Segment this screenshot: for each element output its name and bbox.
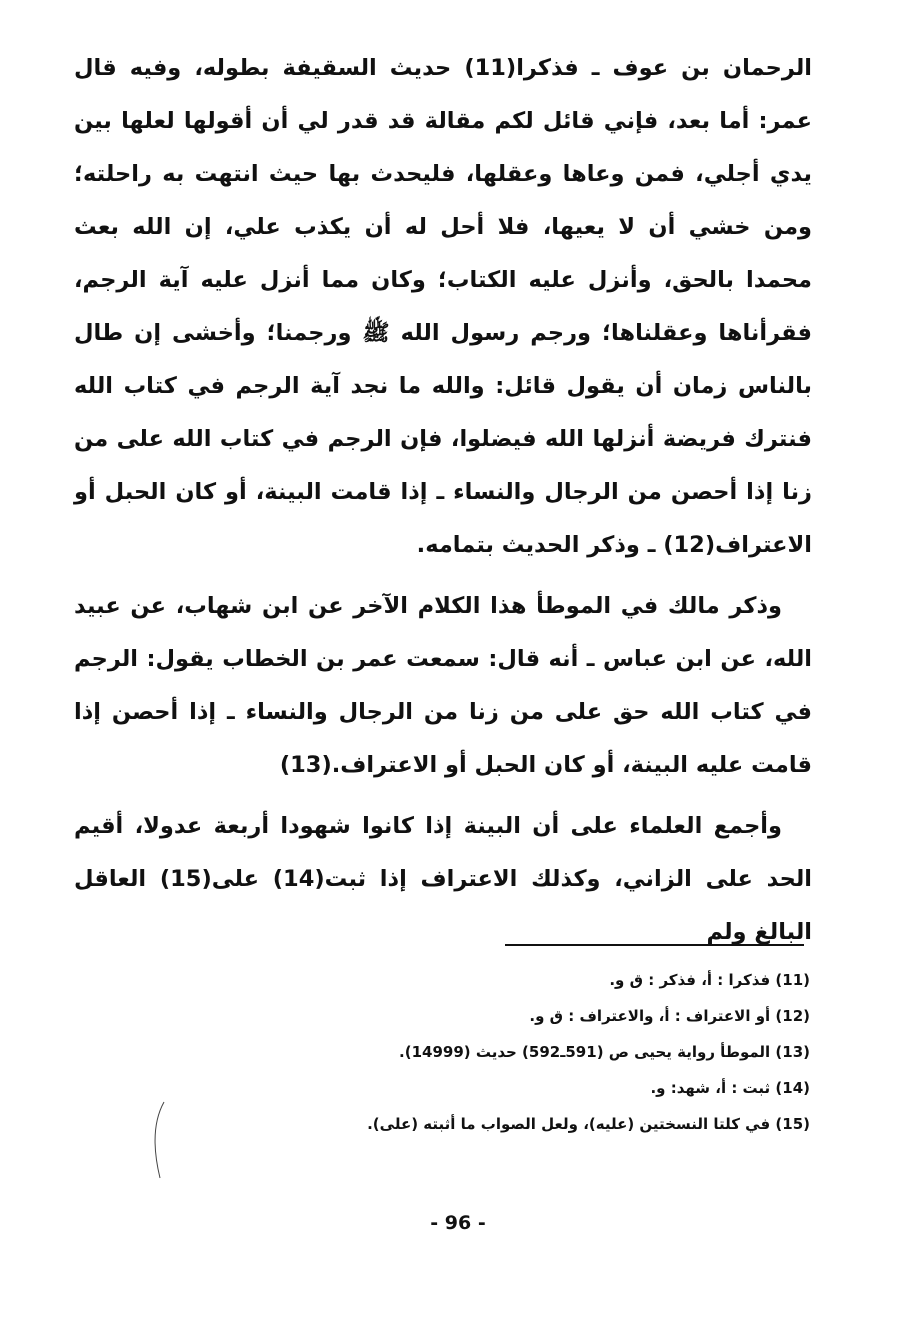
main-text — [74, 42, 812, 959]
margin-pencil-mark — [150, 1100, 170, 1180]
footnote-15: (15) في كلتا النسختين (عليه)، ولعل الصواب ما أثبته (على). — [367, 1115, 810, 1133]
footnote-13: (13) الموطأ رواية يحيى ص (591ـ592) حديث (14999). — [399, 1043, 810, 1061]
paragraph-3: وأجمع العلماء على أن البينة إذا كانوا شهودا أربعة عدولا، أقيم الحد على الزاني، وكذلك الاعتراف إذا ثبت(14) على(15) العاقل البالغ ولم — [74, 813, 812, 945]
footnotes — [300, 962, 810, 1142]
footnote-12: (12) أو الاعتراف : أ، والاعتراف : ق و. — [529, 1007, 810, 1025]
paragraph-2: وذكر مالك في الموطأ هذا الكلام الآخر عن ابن شهاب، عن عبيد الله، عن ابن عباس ـ أنه قال: سمعت عمر بن الخطاب يقول: الرجم في كتاب الله حق على من زنا من الرجال والنساء ـ إذا أحصن إذا قامت عليه البينة، أو كان الحبل أو الاعتراف.(13) — [74, 593, 812, 778]
footnote-14: (14) ثبت : أ، شهد: و. — [650, 1079, 810, 1097]
page-number: - 96 - — [430, 1212, 486, 1234]
footnote-separator — [505, 944, 804, 946]
paragraph-1: الرحمان بن عوف ـ فذكرا(11) حديث السقيفة بطوله، وفيه قال عمر: أما بعد، فإني قائل لكم مقالة قد قدر لي أن أقولها لعلها بين يدي أجلي، فمن وعاها وعقلها، فليحدث بها حيث انتهت به راحلته؛ ومن خشي أن لا يعيها، فلا أحل له أن يكذب علي، إن الله بعث محمدا بالحق، وأنزل عليه الكتاب؛ وكان مما أنزل عليه آية الرجم، فقرأناها وعقلناها؛ ورجم رسول الله ﷺ ورجمنا؛ وأخشى إن طال بالناس زمان أن يقول قائل: والله ما نجد آية الرجم في كتاب الله فنترك فريضة أنزلها الله فيضلوا، فإن الرجم في كتاب الله على من زنا إذا أحصن من الرجال والنساء ـ إذا قامت البينة، أو كان الحبل أو الاعتراف(12) ـ وذكر الحديث بتمامه. — [74, 55, 812, 558]
footnote-11: (11) فذكرا : أ، فذكر : ق و. — [609, 971, 810, 989]
